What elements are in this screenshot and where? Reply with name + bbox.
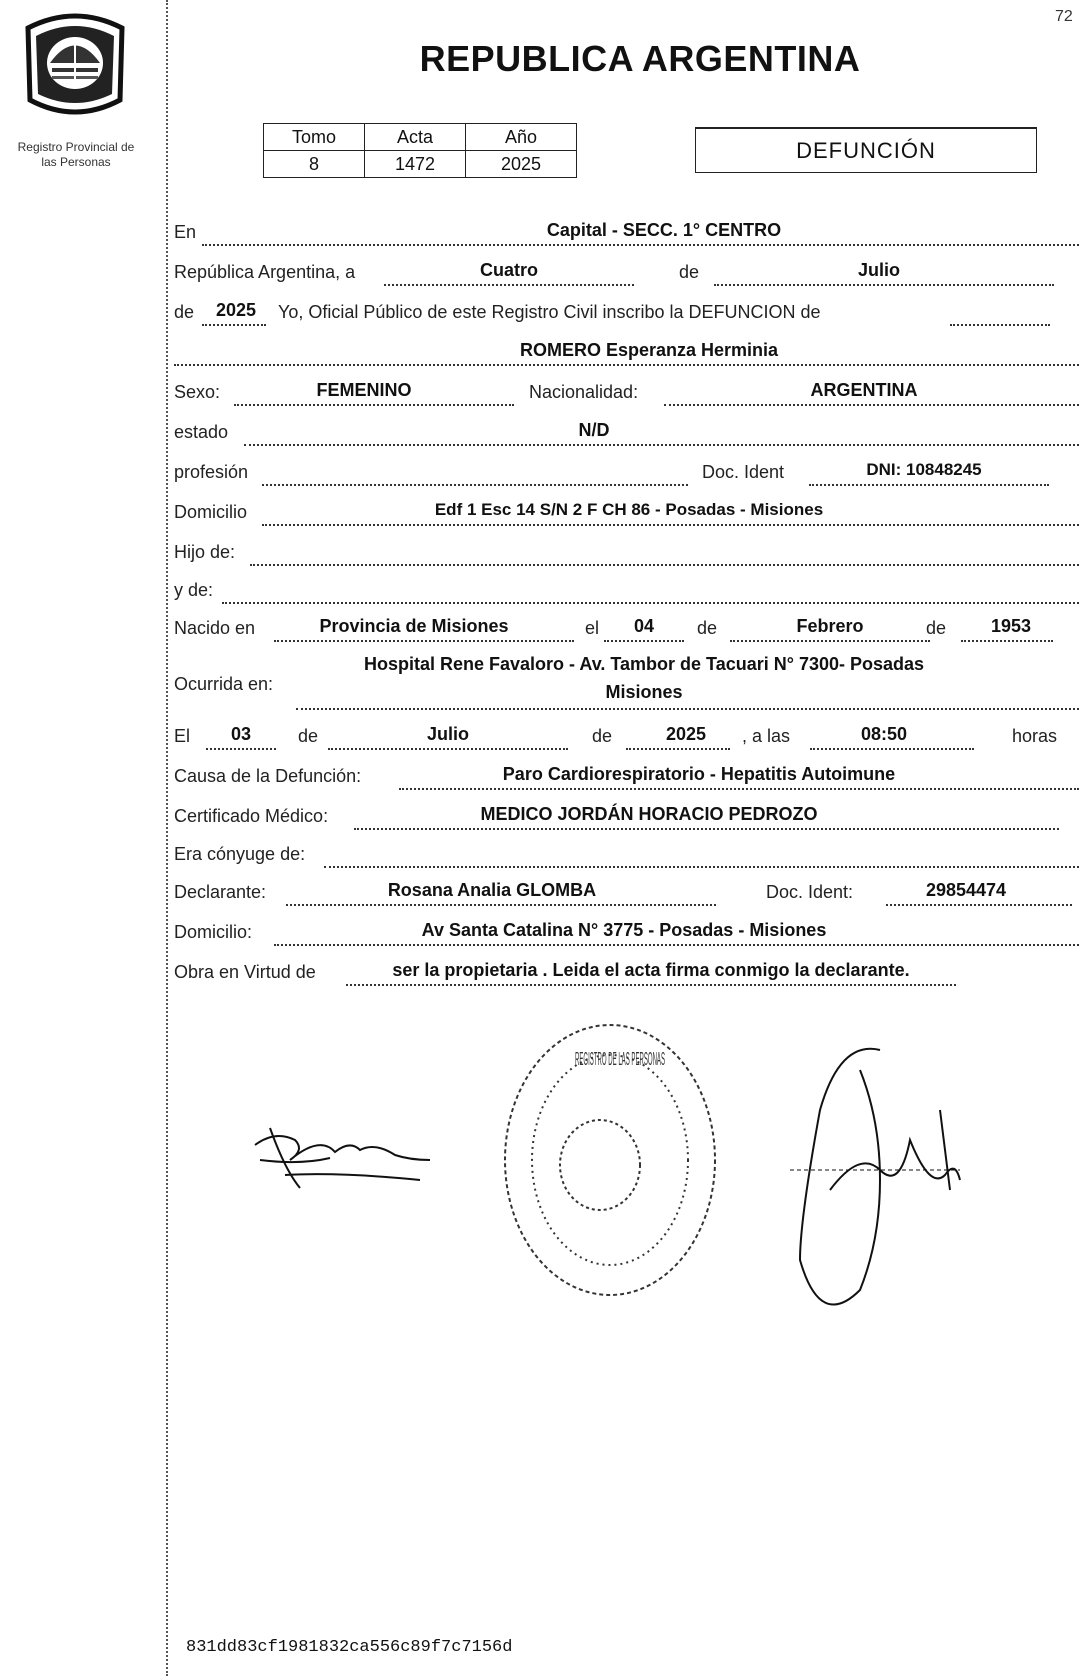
profesion-label: profesión	[174, 462, 249, 482]
value-tomo: 8	[264, 151, 365, 178]
doc-ident-value: DNI: 10848245	[866, 460, 982, 479]
sexo-value: FEMENINO	[316, 380, 412, 400]
year-value: 2025	[215, 300, 257, 320]
nacionalidad-label: Nacionalidad:	[529, 382, 639, 402]
death-time-value: 08:50	[860, 724, 908, 744]
obra-value: ser la propietaria . Leida el acta firma conmigo la declarante.	[392, 960, 910, 980]
nacionalidad-value: ARGENTINA	[810, 380, 918, 400]
conyuge-label: Era cónyuge de:	[174, 844, 306, 864]
estado-label: estado	[174, 422, 229, 442]
domicilio-value: Edf 1 Esc 14 S/N 2 F CH 86 - Posadas - Misiones	[434, 500, 824, 519]
de-label: de	[174, 302, 195, 322]
de-label: de	[679, 262, 700, 282]
occurred-line-1: Hospital Rene Favaloro - Av. Tambor de Tacuari N° 7300- Posadas	[363, 654, 925, 674]
certificado-label: Certificado Médico:	[174, 806, 329, 826]
occurred-line-2: Misiones	[605, 682, 683, 702]
month-value: Julio	[857, 260, 900, 280]
nacido-label: Nacido en	[174, 618, 256, 638]
ocurrida-label: Ocurrida en:	[174, 674, 274, 694]
place-value: Capital - SECC. 1° CENTRO	[546, 220, 782, 240]
de-label: de	[298, 726, 319, 746]
domicilio2-label: Domicilio:	[174, 922, 253, 942]
el2-label: El	[174, 726, 191, 746]
birth-month-value: Febrero	[796, 616, 864, 636]
en-label: En	[174, 222, 197, 242]
officer-signature	[790, 1049, 960, 1305]
declarante-value: Rosana Analia GLOMBA	[387, 880, 597, 900]
birthplace-value: Provincia de Misiones	[319, 616, 509, 636]
doc2-value: 29854474	[925, 880, 1007, 900]
value-acta: 1472	[365, 151, 466, 178]
el-label: el	[585, 618, 600, 638]
document-hash: 831dd83cf1981832ca556c89f7c7156d	[186, 1638, 513, 1657]
doc-ident-label: Doc. Ident	[702, 462, 785, 482]
death-year-value: 2025	[665, 724, 707, 744]
domicilio2-value: Av Santa Catalina N° 3775 - Posadas - Misiones	[421, 920, 827, 940]
doc2-label: Doc. Ident:	[766, 882, 854, 902]
death-day-value: 03	[230, 724, 252, 744]
birth-day-value: 04	[633, 616, 655, 636]
birth-year-value: 1953	[990, 616, 1032, 636]
certificado-value: MEDICO JORDÁN HORACIO PEDROZO	[480, 804, 818, 824]
deceased-name-value: ROMERO Esperanza Herminia	[519, 340, 779, 360]
header-ano: Año	[466, 124, 577, 151]
de-label: de	[592, 726, 613, 746]
sexo-label: Sexo:	[174, 382, 221, 402]
de-label: de	[697, 618, 718, 638]
yde-label: y de:	[174, 580, 214, 600]
death-month-value: Julio	[426, 724, 469, 744]
stamp-text: REGISTRO DE LAS PERSONAS	[575, 1049, 665, 1069]
record-type-box: DEFUNCIÓN	[695, 127, 1037, 173]
value-ano: 2025	[466, 151, 577, 178]
declarante-label: Declarante:	[174, 882, 267, 902]
horas-label: horas	[1012, 726, 1058, 746]
republica-label: República Argentina, a	[174, 262, 356, 282]
registry-line-1: Registro Provincial de	[17, 140, 135, 154]
document-title: REPUBLICA ARGENTINA	[419, 38, 861, 79]
causa-label: Causa de la Defunción:	[174, 766, 362, 786]
obra-label: Obra en Virtud de	[174, 962, 316, 982]
estado-value: N/D	[578, 420, 610, 440]
alas-label: , a las	[742, 726, 791, 746]
page-number: 72	[1055, 8, 1073, 25]
hijo-label: Hijo de:	[174, 542, 236, 562]
header-tomo: Tomo	[264, 124, 365, 151]
header-acta: Acta	[365, 124, 466, 151]
causa-value: Paro Cardiorespiratorio - Hepatitis Autoimune	[502, 764, 896, 784]
registry-line-2: las Personas	[41, 155, 111, 169]
domicilio-label: Domicilio	[174, 502, 248, 522]
declarant-signature	[255, 1128, 430, 1188]
inscribo-text: Yo, Oficial Público de este Registro Civil inscribo la DEFUNCION de	[278, 302, 821, 322]
de-label: de	[926, 618, 947, 638]
day-word-value: Cuatro	[480, 260, 538, 280]
